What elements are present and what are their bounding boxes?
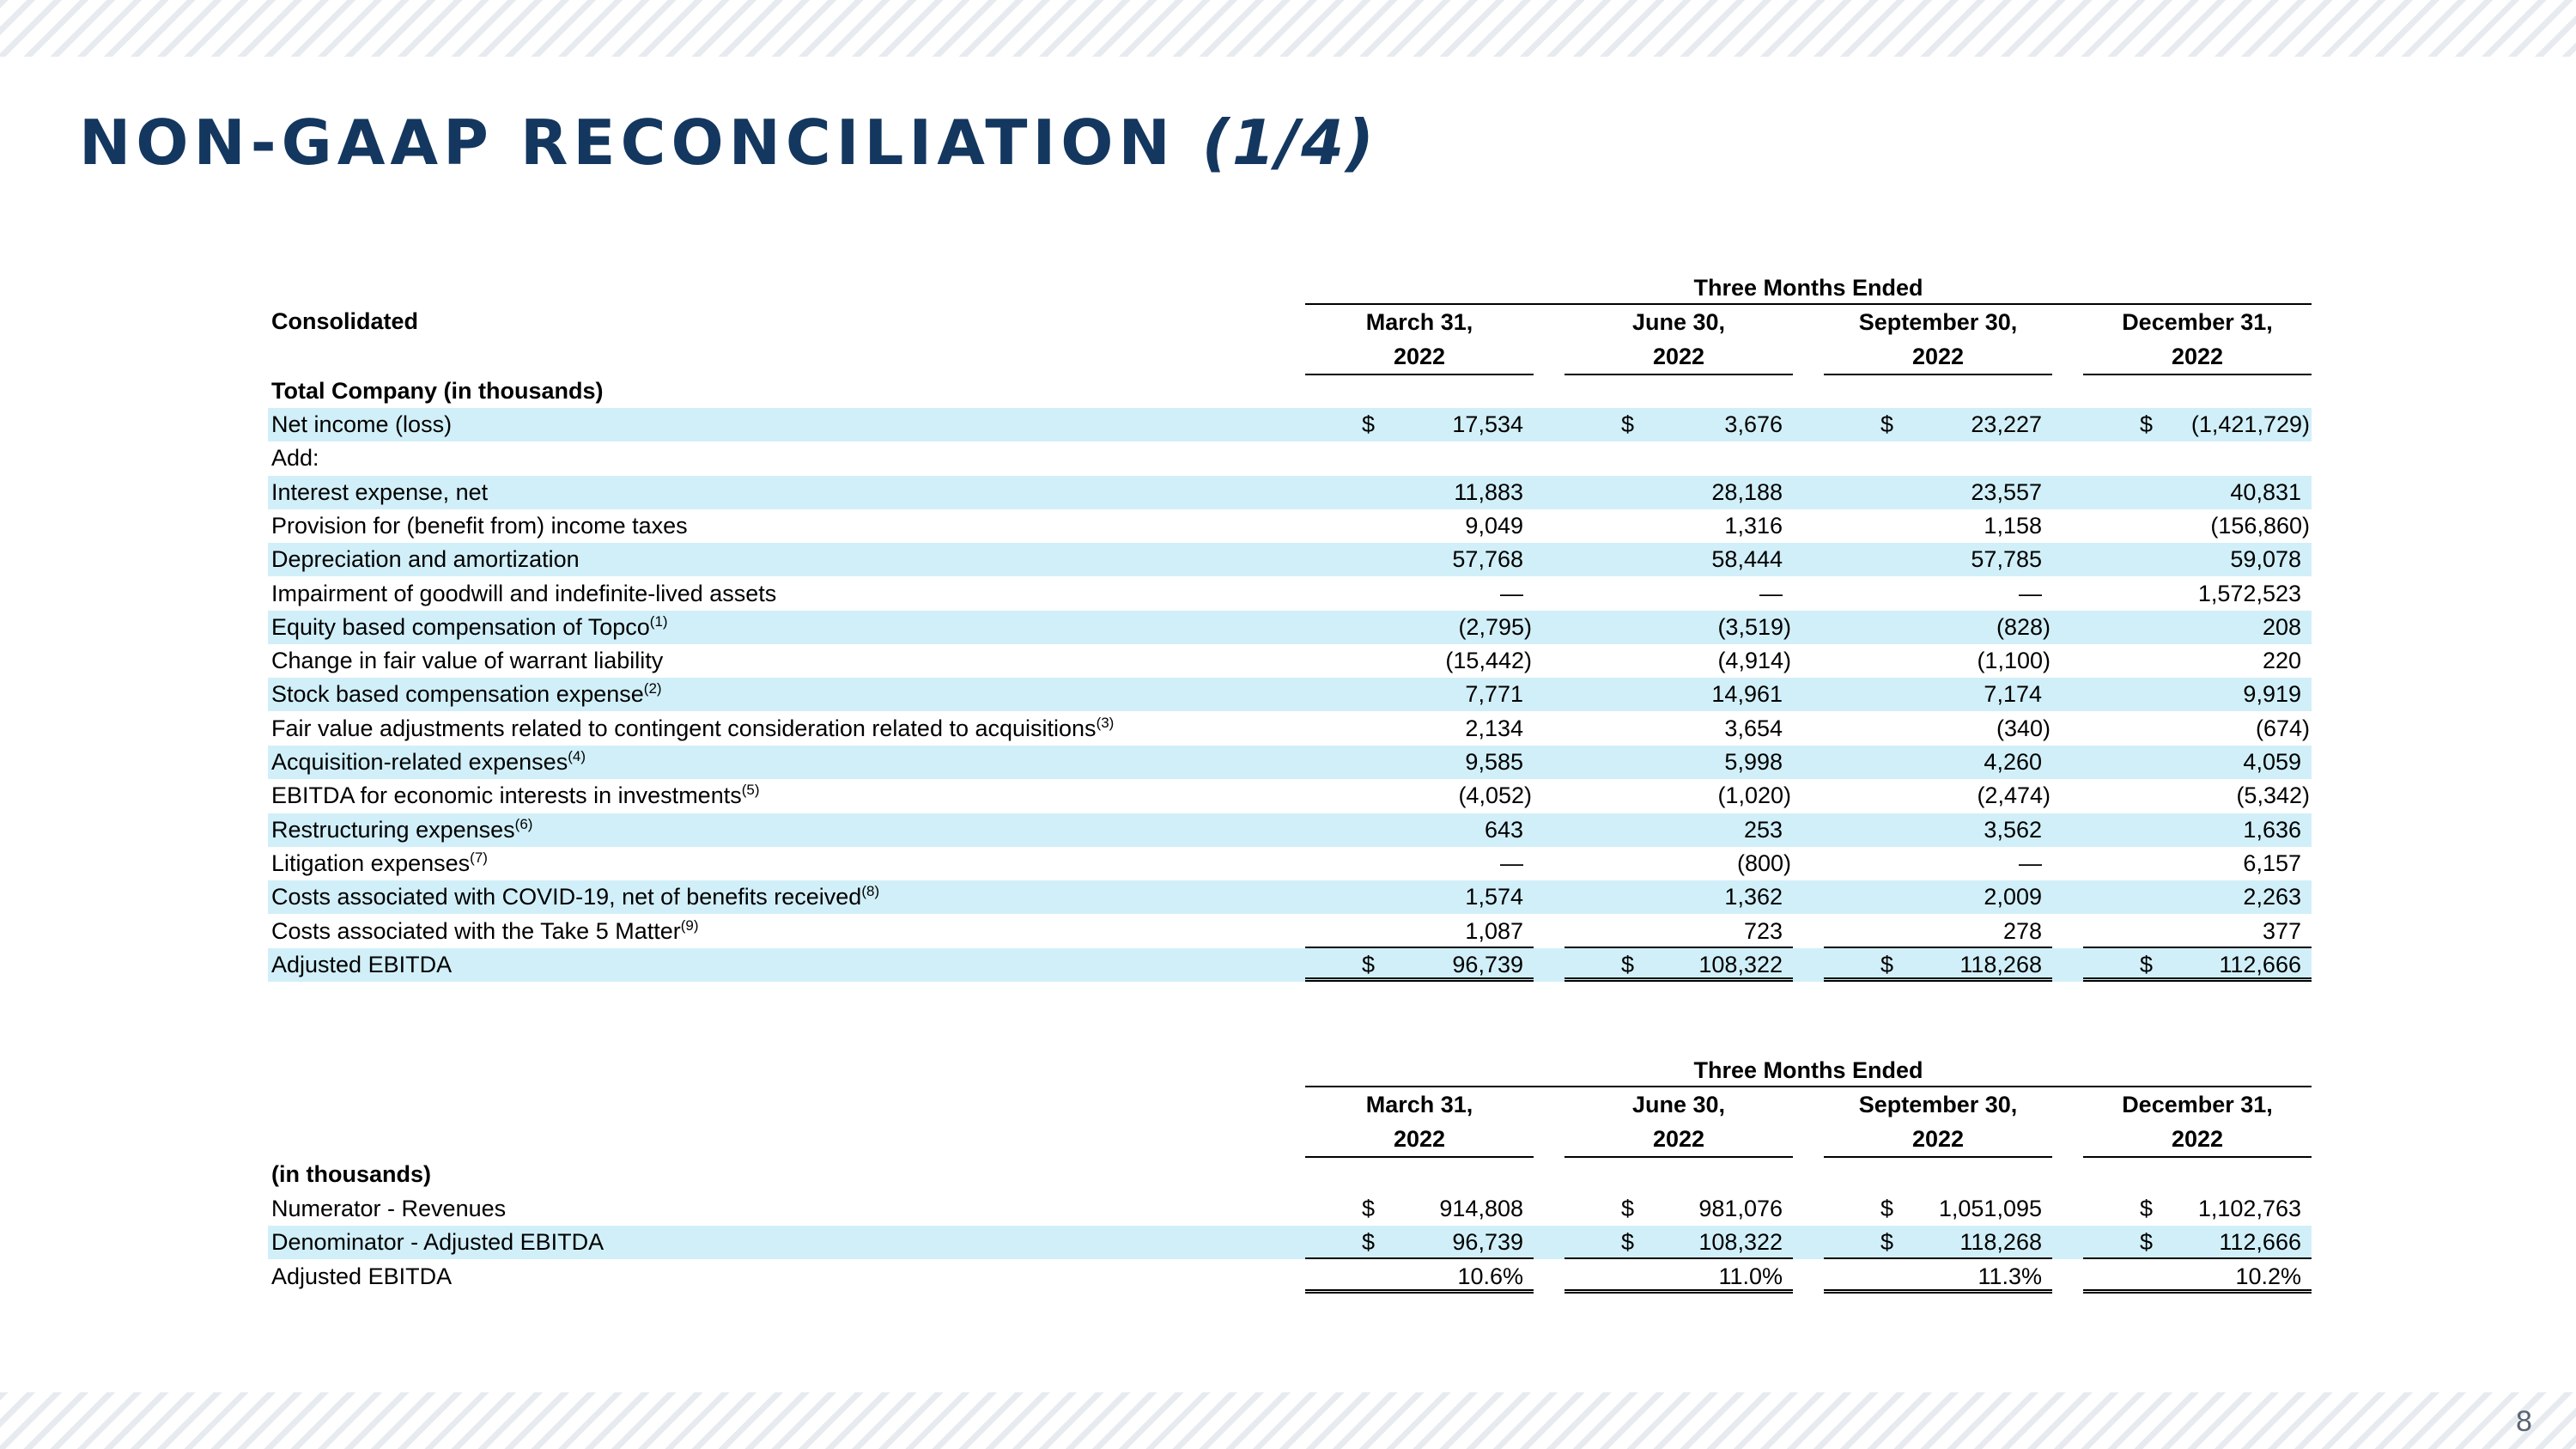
cell-value: 643: [1484, 816, 1523, 843]
row-label: [271, 611, 668, 644]
row-label-text: Costs associated with COVID-19, net of benefits received: [271, 884, 862, 910]
row-label: [271, 712, 1114, 746]
column-header: [1564, 1087, 1793, 1158]
table-row: [268, 441, 2312, 475]
column-header-year: 2022: [1652, 1126, 1705, 1152]
value-cell: [1824, 441, 2052, 475]
cell-value: (4,052): [1458, 782, 1532, 809]
footnote-marker: (3): [1096, 714, 1115, 731]
row-label: [271, 543, 580, 576]
column-header: [1824, 305, 2052, 375]
page-number: 8: [2516, 1405, 2532, 1438]
value-cell: [2083, 408, 2312, 441]
row-label: [271, 847, 488, 880]
page-title-main: NON-GAAP RECONCILIATION: [79, 107, 1202, 179]
row-label-text: Costs associated with the Take 5 Matter: [271, 917, 681, 944]
currency-symbol: $: [2140, 951, 2154, 977]
value-cell: [2083, 577, 2312, 611]
row-label: [271, 577, 776, 611]
table-row: [268, 476, 2312, 509]
column-header: [1305, 305, 1534, 375]
cell-value: 9,585: [1465, 749, 1523, 775]
bottom-decorative-stripe: [0, 1392, 2576, 1449]
value-cell: [1824, 746, 2052, 779]
value-cell: [1564, 408, 1793, 441]
value-cell: [2083, 712, 2312, 746]
value-cell: [1305, 441, 1534, 475]
value-cell: [1564, 779, 1793, 813]
footnote-marker: (5): [741, 782, 760, 799]
column-header-year: 2022: [1652, 344, 1705, 369]
row-label: [271, 441, 319, 475]
value-cell: [2083, 644, 2312, 678]
value-cell: [1564, 880, 1793, 914]
row-label-text: Fair value adjustments related to contingent consideration related to acquisitions: [271, 715, 1097, 741]
column-header: [1824, 1087, 2052, 1158]
table-subheader: (in thousands): [271, 1161, 431, 1187]
cell-value: 112,666: [2219, 1229, 2301, 1256]
table-row: [268, 543, 2312, 576]
cell-value: (2,474): [1977, 782, 2050, 809]
row-label: [271, 1226, 604, 1259]
row-label-text: EBITDA for economic interests in investments: [271, 782, 742, 809]
value-cell: [1305, 1226, 1534, 1259]
cell-value: 96,739: [1452, 1229, 1523, 1256]
row-label-text: Depreciation and amortization: [271, 546, 580, 573]
cell-value: 14,961: [1711, 681, 1783, 708]
table-row: [268, 915, 2312, 948]
row-label-text: Net income (loss): [271, 411, 453, 437]
currency-symbol: $: [1880, 411, 1894, 437]
cell-value: 28,188: [1711, 478, 1783, 505]
value-cell: [1305, 1260, 1534, 1294]
value-cell: [1305, 1192, 1534, 1226]
cell-value: 1,051,095: [1938, 1196, 2042, 1221]
cell-value: 11.3%: [1978, 1263, 2042, 1289]
column-header: [2083, 1087, 2312, 1158]
row-label: [271, 509, 688, 543]
row-label-text: Denominator - Adjusted EBITDA: [271, 1229, 605, 1256]
cell-value: 208: [2262, 613, 2301, 640]
cell-value: 59,078: [2230, 546, 2301, 573]
cell-value: (15,442): [1445, 648, 1532, 674]
currency-symbol: $: [1621, 411, 1635, 437]
row-label-text: Restructuring expenses: [271, 816, 515, 843]
cell-value: 2,009: [1984, 884, 2042, 910]
row-label: [271, 678, 662, 711]
cell-value: 10.6%: [1457, 1263, 1523, 1289]
cell-value: (1,421,729): [2190, 411, 2310, 437]
row-label: [271, 948, 452, 982]
row-label-text: Adjusted EBITDA: [271, 951, 453, 977]
currency-symbol: $: [1362, 1229, 1376, 1256]
row-label: [271, 813, 532, 847]
value-cell: [1824, 509, 2052, 543]
cell-value: 1,102,763: [2197, 1196, 2301, 1221]
value-cell: [1564, 441, 1793, 475]
table-row: [268, 712, 2312, 746]
cell-value: 914,808: [1439, 1196, 1523, 1221]
row-label-text: Interest expense, net: [271, 478, 489, 505]
cell-value: 57,768: [1452, 546, 1523, 573]
cell-value: 1,087: [1465, 917, 1523, 944]
cell-value: (1,100): [1977, 648, 2050, 674]
cell-value: 5,998: [1724, 749, 1783, 775]
cell-value: 253: [1743, 816, 1783, 843]
cell-value: 96,739: [1452, 951, 1523, 977]
value-cell: [2083, 509, 2312, 543]
value-cell: [1305, 813, 1534, 847]
cell-value: —: [1500, 580, 1523, 606]
group-header: Three Months Ended: [1305, 271, 2312, 305]
value-cell: [1564, 746, 1793, 779]
cell-value: 10.2%: [2235, 1263, 2301, 1289]
cell-value: 1,316: [1724, 512, 1783, 539]
column-header-date: December 31,: [2122, 309, 2273, 335]
cell-value: (828): [1996, 613, 2050, 640]
row-label: [271, 779, 760, 813]
value-cell: [2083, 813, 2312, 847]
column-header-date: June 30,: [1631, 309, 1726, 335]
row-label: [271, 1192, 506, 1226]
value-cell: [1824, 1192, 2052, 1226]
footnote-marker: (6): [514, 815, 533, 832]
table-row: [268, 779, 2312, 813]
row-label-text: Acquisition-related expenses: [271, 749, 568, 775]
value-cell: [1824, 543, 2052, 576]
cell-value: —: [1759, 580, 1783, 606]
table-row: [268, 1192, 2312, 1226]
value-cell: [2083, 611, 2312, 644]
row-label-text: Equity based compensation of Topco: [271, 613, 650, 640]
table-row: [268, 509, 2312, 543]
value-cell: [2083, 1192, 2312, 1226]
row-label: [271, 644, 663, 678]
currency-symbol: $: [2140, 1196, 2154, 1221]
row-label: [271, 880, 879, 914]
row-label: [271, 476, 488, 509]
row-label: [271, 915, 699, 948]
value-cell: [2083, 543, 2312, 576]
value-cell: [2083, 847, 2312, 880]
cell-value: 2,263: [2243, 884, 2301, 910]
cell-value: 40,831: [2230, 478, 2301, 505]
column-header-year: 2022: [1393, 344, 1446, 369]
value-cell: [1564, 1226, 1793, 1259]
row-label-text: Litigation expenses: [271, 849, 471, 876]
table-subheader: Total Company (in thousands): [271, 378, 604, 404]
cell-value: 58,444: [1711, 546, 1783, 573]
footnote-marker: (4): [568, 748, 586, 764]
adjusted-ebitda-margin-table: [268, 1053, 2312, 1311]
column-header-date: June 30,: [1631, 1092, 1726, 1117]
value-cell: [1305, 847, 1534, 880]
value-cell: [2083, 746, 2312, 779]
value-cell: [1305, 509, 1534, 543]
value-cell: [1564, 476, 1793, 509]
value-cell: [2083, 880, 2312, 914]
cell-value: 1,572,523: [2197, 580, 2301, 606]
row-label-text: Numerator - Revenues: [271, 1196, 507, 1221]
table-row: [268, 678, 2312, 711]
currency-symbol: $: [1362, 411, 1376, 437]
value-cell: [1305, 543, 1534, 576]
footnote-marker: (9): [680, 916, 699, 934]
top-decorative-stripe: [0, 0, 2576, 57]
column-header: [1564, 305, 1793, 375]
value-cell: [1305, 915, 1534, 948]
value-cell: [1564, 678, 1793, 711]
table-row: [268, 948, 2312, 982]
value-cell: [1305, 577, 1534, 611]
value-cell: [1824, 1260, 2052, 1294]
row-label-text: Add:: [271, 445, 319, 472]
value-cell: [2083, 441, 2312, 475]
value-cell: [2083, 1226, 2312, 1259]
value-cell: [1824, 408, 2052, 441]
value-cell: [1824, 644, 2052, 678]
value-cell: [1305, 746, 1534, 779]
column-header-date: December 31,: [2122, 1092, 2273, 1117]
value-cell: [1824, 678, 2052, 711]
cell-value: 9,919: [2243, 681, 2301, 708]
value-cell: [1824, 948, 2052, 982]
footnote-marker: (8): [861, 883, 880, 900]
value-cell: [1824, 611, 2052, 644]
row-label: [271, 408, 452, 441]
cell-value: (340): [1996, 715, 2050, 741]
cell-value: 57,785: [1971, 546, 2042, 573]
cell-value: 118,268: [1959, 951, 2042, 977]
column-header-year: 2022: [2171, 1126, 2224, 1152]
cell-value: 11,883: [1454, 478, 1523, 505]
cell-value: 23,227: [1971, 411, 2042, 437]
value-cell: [1564, 915, 1793, 948]
cell-value: 11.0%: [1718, 1263, 1783, 1289]
cell-value: (5,342): [2236, 782, 2310, 809]
currency-symbol: $: [1621, 1229, 1635, 1256]
cell-value: (800): [1736, 849, 1791, 876]
value-cell: [1564, 509, 1793, 543]
cell-value: 220: [2262, 648, 2301, 674]
value-cell: [1824, 779, 2052, 813]
cell-value: —: [2019, 580, 2042, 606]
row-label-text: Impairment of goodwill and indefinite-lived assets: [271, 580, 777, 606]
cell-value: (2,795): [1458, 613, 1532, 640]
table-row: [268, 1260, 2312, 1294]
page-title-part: (1/4): [1201, 107, 1376, 179]
currency-symbol: $: [1621, 1196, 1635, 1221]
value-cell: [1305, 644, 1534, 678]
column-header-date: March 31,: [1365, 309, 1473, 335]
currency-symbol: $: [1880, 1229, 1894, 1256]
row-label-text: Adjusted EBITDA: [271, 1263, 453, 1289]
cell-value: 377: [2262, 917, 2301, 944]
cell-value: 3,562: [1984, 816, 2042, 843]
cell-value: (3,519): [1717, 613, 1791, 640]
page-title: [79, 107, 1376, 179]
currency-symbol: $: [1362, 1196, 1376, 1221]
group-header: Three Months Ended: [1305, 1053, 2312, 1087]
cell-value: 112,666: [2219, 951, 2301, 977]
table-row: [268, 847, 2312, 880]
cell-value: 1,158: [1984, 512, 2042, 539]
value-cell: [1305, 611, 1534, 644]
cell-value: 4,059: [2243, 749, 2301, 775]
column-header-date: September 30,: [1858, 1092, 2018, 1117]
value-cell: [1305, 948, 1534, 982]
column-header: [1305, 1087, 1534, 1158]
column-header-year: 2022: [1911, 344, 1965, 369]
currency-symbol: $: [1880, 951, 1894, 977]
currency-symbol: $: [1621, 951, 1635, 977]
column-header-date: September 30,: [1858, 309, 2018, 335]
cell-value: 17,534: [1452, 411, 1523, 437]
value-cell: [1564, 577, 1793, 611]
column-header-year: 2022: [1911, 1126, 1965, 1152]
cell-value: 118,268: [1959, 1229, 2042, 1256]
cell-value: 981,076: [1698, 1196, 1783, 1221]
table-row: [268, 880, 2312, 914]
cell-value: 108,322: [1698, 951, 1783, 977]
value-cell: [1824, 880, 2052, 914]
value-cell: [2083, 678, 2312, 711]
value-cell: [1564, 611, 1793, 644]
value-cell: [1824, 813, 2052, 847]
table-row: [268, 813, 2312, 847]
value-cell: [2083, 1260, 2312, 1294]
cell-value: 278: [2002, 917, 2042, 944]
cell-value: (674): [2255, 715, 2310, 741]
value-cell: [2083, 915, 2312, 948]
table-row: [268, 611, 2312, 644]
cell-value: 2,134: [1465, 715, 1523, 741]
footnote-marker: (1): [649, 612, 668, 630]
cell-value: 7,174: [1984, 681, 2042, 708]
value-cell: [1824, 577, 2052, 611]
currency-symbol: $: [2140, 411, 2154, 437]
currency-symbol: $: [1362, 951, 1376, 977]
footnote-marker: (7): [470, 849, 488, 866]
row-label-text: Change in fair value of warrant liability: [271, 648, 664, 674]
value-cell: [1305, 712, 1534, 746]
value-cell: [1824, 915, 2052, 948]
row-label-text: Stock based compensation expense: [271, 681, 644, 708]
section-label: Consolidated: [271, 308, 419, 334]
value-cell: [1564, 948, 1793, 982]
value-cell: [2083, 476, 2312, 509]
value-cell: [1564, 813, 1793, 847]
row-label-text: Provision for (benefit from) income taxes: [271, 512, 688, 539]
value-cell: [1824, 476, 2052, 509]
cell-value: 23,557: [1971, 478, 2042, 505]
cell-value: (1,020): [1717, 782, 1791, 809]
value-cell: [1305, 476, 1534, 509]
cell-value: 1,574: [1465, 884, 1523, 910]
table-row: [268, 644, 2312, 678]
value-cell: [1564, 1192, 1793, 1226]
value-cell: [1564, 712, 1793, 746]
table-row: [268, 1226, 2312, 1259]
cell-value: (156,860): [2210, 512, 2310, 539]
cell-value: 9,049: [1465, 512, 1523, 539]
cell-value: —: [2019, 849, 2042, 876]
row-label: [271, 746, 586, 779]
value-cell: [1305, 779, 1534, 813]
currency-symbol: $: [1880, 1196, 1894, 1221]
value-cell: [2083, 779, 2312, 813]
cell-value: 7,771: [1465, 681, 1523, 708]
value-cell: [1305, 408, 1534, 441]
cell-value: 723: [1743, 917, 1783, 944]
value-cell: [1564, 644, 1793, 678]
cell-value: 1,636: [2243, 816, 2301, 843]
value-cell: [1305, 880, 1534, 914]
column-header-year: 2022: [1393, 1126, 1446, 1152]
column-header-date: March 31,: [1365, 1092, 1473, 1117]
cell-value: 4,260: [1984, 749, 2042, 775]
table-row: [268, 577, 2312, 611]
footnote-marker: (2): [643, 680, 662, 697]
cell-value: 1,362: [1724, 884, 1783, 910]
value-cell: [1564, 1260, 1793, 1294]
value-cell: [1824, 1226, 2052, 1259]
value-cell: [1824, 712, 2052, 746]
cell-value: 3,654: [1724, 715, 1783, 741]
table-row: [268, 746, 2312, 779]
value-cell: [1824, 847, 2052, 880]
currency-symbol: $: [2140, 1229, 2154, 1256]
column-header: [2083, 305, 2312, 375]
cell-value: —: [1500, 849, 1523, 876]
value-cell: [1305, 678, 1534, 711]
value-cell: [1564, 847, 1793, 880]
cell-value: (4,914): [1717, 648, 1791, 674]
column-header-year: 2022: [2171, 344, 2224, 369]
value-cell: [1564, 543, 1793, 576]
cell-value: 6,157: [2243, 849, 2301, 876]
consolidated-reconciliation-table: [268, 271, 2312, 983]
cell-value: 3,676: [1724, 411, 1783, 437]
row-label: [271, 1260, 452, 1294]
cell-value: 108,322: [1698, 1229, 1783, 1256]
value-cell: [2083, 948, 2312, 982]
table-row: [268, 408, 2312, 441]
